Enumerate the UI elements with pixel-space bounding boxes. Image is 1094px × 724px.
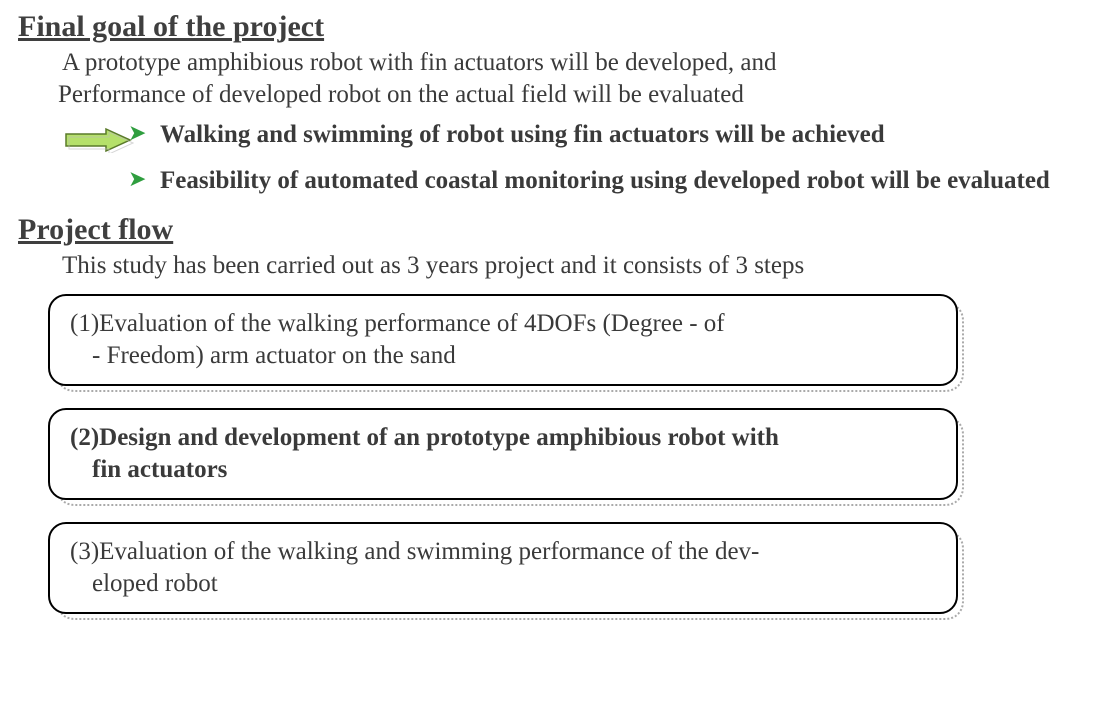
final-goal-paragraph	[58, 47, 982, 111]
step-wrapper-3	[48, 522, 1082, 614]
final-goal-paragraph-line-2: Performance of developed robot on the actual field will be evaluated	[58, 80, 744, 108]
step-wrapper-2	[48, 408, 1082, 500]
page-title-final-goal: Final goal of the project	[18, 10, 325, 43]
step-box-3-line-2: eloped robot	[92, 570, 218, 597]
step-box-1-line-1: (1)Evaluation of the walking performance of 4DOFs (Degree - of	[70, 309, 725, 337]
final-goal-paragraph-line-1: A prototype amphibious robot with fin actuators will be developed, and	[62, 48, 777, 76]
arrow-cell	[18, 119, 128, 153]
chevron-bullet-icon: ➤	[128, 119, 147, 145]
bullet-text-2-line-2: will be evaluated	[870, 166, 1050, 194]
green-arrow-icon	[64, 127, 134, 153]
bullet-text-2	[146, 165, 1050, 198]
step-wrapper-1	[48, 294, 1082, 386]
page-title-project-flow: Project flow	[18, 213, 174, 246]
project-flow-paragraph: This study has been carried out as 3 years project and it consists of 3 steps	[62, 251, 805, 279]
bullet-text-1: Walking and swimming of robot using fin actuators will be achieved	[160, 120, 885, 148]
bullet-text-2-line-1: Feasibility of automated coastal monitoring using developed robot	[160, 166, 865, 194]
step-box-3	[48, 522, 958, 614]
step-box-2-line-1: (2)Design and development of an prototype amphibious robot with	[70, 423, 779, 451]
chevron-bullet-icon: ➤	[128, 165, 147, 191]
step-box-1	[48, 294, 958, 386]
list-item	[18, 165, 1082, 198]
project-steps-list	[48, 294, 1082, 614]
list-item	[18, 119, 1082, 153]
step-box-1-line-2: - Freedom) arm actuator on the sand	[92, 342, 456, 369]
step-box-3-line-1: (3)Evaluation of the walking and swimming performance of the dev-	[70, 537, 760, 565]
step-box-2-line-2: fin actuators	[92, 456, 228, 483]
arrow-cell-empty	[18, 165, 128, 173]
step-box-2	[48, 408, 958, 500]
final-goal-bullet-list	[18, 119, 1082, 198]
